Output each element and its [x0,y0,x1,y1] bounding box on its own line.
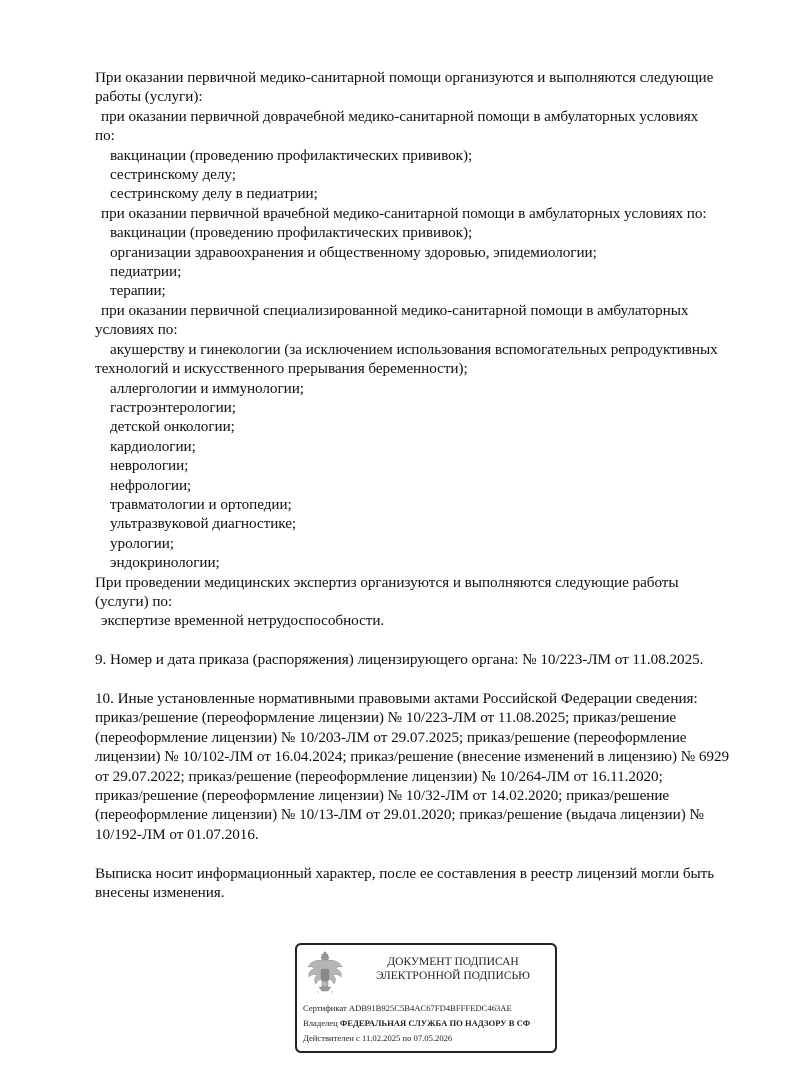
item-10-line: (переоформление лицензии) № 10/203-ЛМ от 29.07.2025; приказ/решение (переоформление [95,728,687,746]
section-heading-vrach: при оказании первичной врачебной медико-санитарной помощи в амбулаторных условиях по: [101,204,707,222]
spacer [95,670,775,689]
intro-line: При оказании первичной медико-санитарной помощи организуются и выполняются следующие [95,69,714,86]
certificate-label: Сертификат [303,1003,347,1013]
spacer [95,631,775,650]
section-heading-expert: При проведении медицинских экспертиз организуются и выполняются следующие работы [95,573,679,591]
item-10-line: 10/192-ЛМ от 01.07.2016. [95,825,259,843]
item-10-line: лицензии) № 10/102-ЛМ от 16.04.2024; приказ/решение (внесение изменений в лицензию) № 6929 [95,748,730,766]
list-item: травматологии и ортопедии; [110,495,292,513]
disclaimer: внесены изменения. [95,884,225,902]
list-item: эндокринологии; [110,554,220,572]
section-heading-spec: условиях по: [95,321,178,339]
section-heading-prevrach: при оказании первичной доврачебной медико-санитарной помощи в амбулаторных условиях [101,107,699,125]
list-item: детской онкологии; [110,418,235,436]
list-item: акушерству и гинекологии (за исключением использования вспомогательных репродуктивных [110,340,718,358]
stamp-title: ДОКУМЕНТ ПОДПИСАН ЭЛЕКТРОННОЙ ПОДПИСЬЮ [376,956,530,982]
list-item: технологий и искусственного прерывания беременности); [95,360,468,378]
list-item: нефрологии; [110,476,192,494]
section-heading-spec: при оказании первичной специализированной медико-санитарной помощи в амбулаторных [101,301,689,319]
list-item: аллергологии и иммунологии; [110,379,304,397]
section-heading-expert: (услуги) по: [95,592,173,610]
certificate-value: ADB91B925C5B4AC67FD4BFFFEDC463AE [348,1003,512,1013]
list-item: ультразвуковой диагностике; [110,515,297,533]
list-item: кардиологии; [110,437,196,455]
list-item: неврологии; [110,457,189,475]
list-item: терапии; [110,282,166,300]
list-item: гастроэнтерологии; [110,398,236,416]
list-item: организации здравоохранения и общественному здоровью, эпидемиологии; [110,243,597,261]
spacer [95,844,775,863]
list-item: сестринскому делу; [110,166,236,184]
list-item: сестринскому делу в педиатрии; [110,185,318,203]
list-item: педиатрии; [110,263,182,281]
owner-value: ФЕДЕРАЛЬНАЯ СЛУЖБА ПО НАДЗОРУ В СФ [339,1018,531,1028]
list-item: вакцинации (проведению профилактических прививок); [110,146,473,164]
list-item: вакцинации (проведению профилактических прививок); [110,224,473,242]
intro-line: работы (услуги): [95,88,203,106]
item-10-line: приказ/решение (переоформление лицензии) № 10/223-ЛМ от 11.08.2025; приказ/решение [95,709,677,727]
item-10-line: от 29.07.2022; приказ/решение (переоформление лицензии) № 10/264-ЛМ от 16.11.2020; [95,767,663,785]
section-heading-prevrach: по: [95,127,115,145]
owner-line [303,1018,530,1029]
item-10-line: 10. Иные установленные нормативными правовыми актами Российской Федерации сведения: [95,689,698,707]
list-item: урологии; [110,534,175,552]
document-body [95,68,775,902]
disclaimer: Выписка носит информационный характер, после ее составления в реестр лицензий могли быть [95,864,715,882]
item-10-line: (переоформление лицензии) № 10/13-ЛМ от 29.01.2020; приказ/решение (выдача лицензии) № [95,806,704,824]
validity-line: Действителен с 11.02.2025 по 07.05.2026 [303,1033,453,1043]
list-item: экспертизе временной нетрудоспособности. [101,612,385,630]
certificate-line [303,1003,512,1014]
item-9-order: 9. Номер и дата приказа (распоряжения) лицензирующего органа: № 10/223-ЛМ от 11.08.2025. [95,651,704,669]
item-10-line: приказ/решение (переоформление лицензии) № 10/32-ЛМ от 14.02.2020; приказ/решение [95,787,670,804]
owner-label: Владелец [303,1018,338,1028]
russian-coat-of-arms-icon [305,951,345,995]
electronic-signature-stamp [295,943,557,1053]
